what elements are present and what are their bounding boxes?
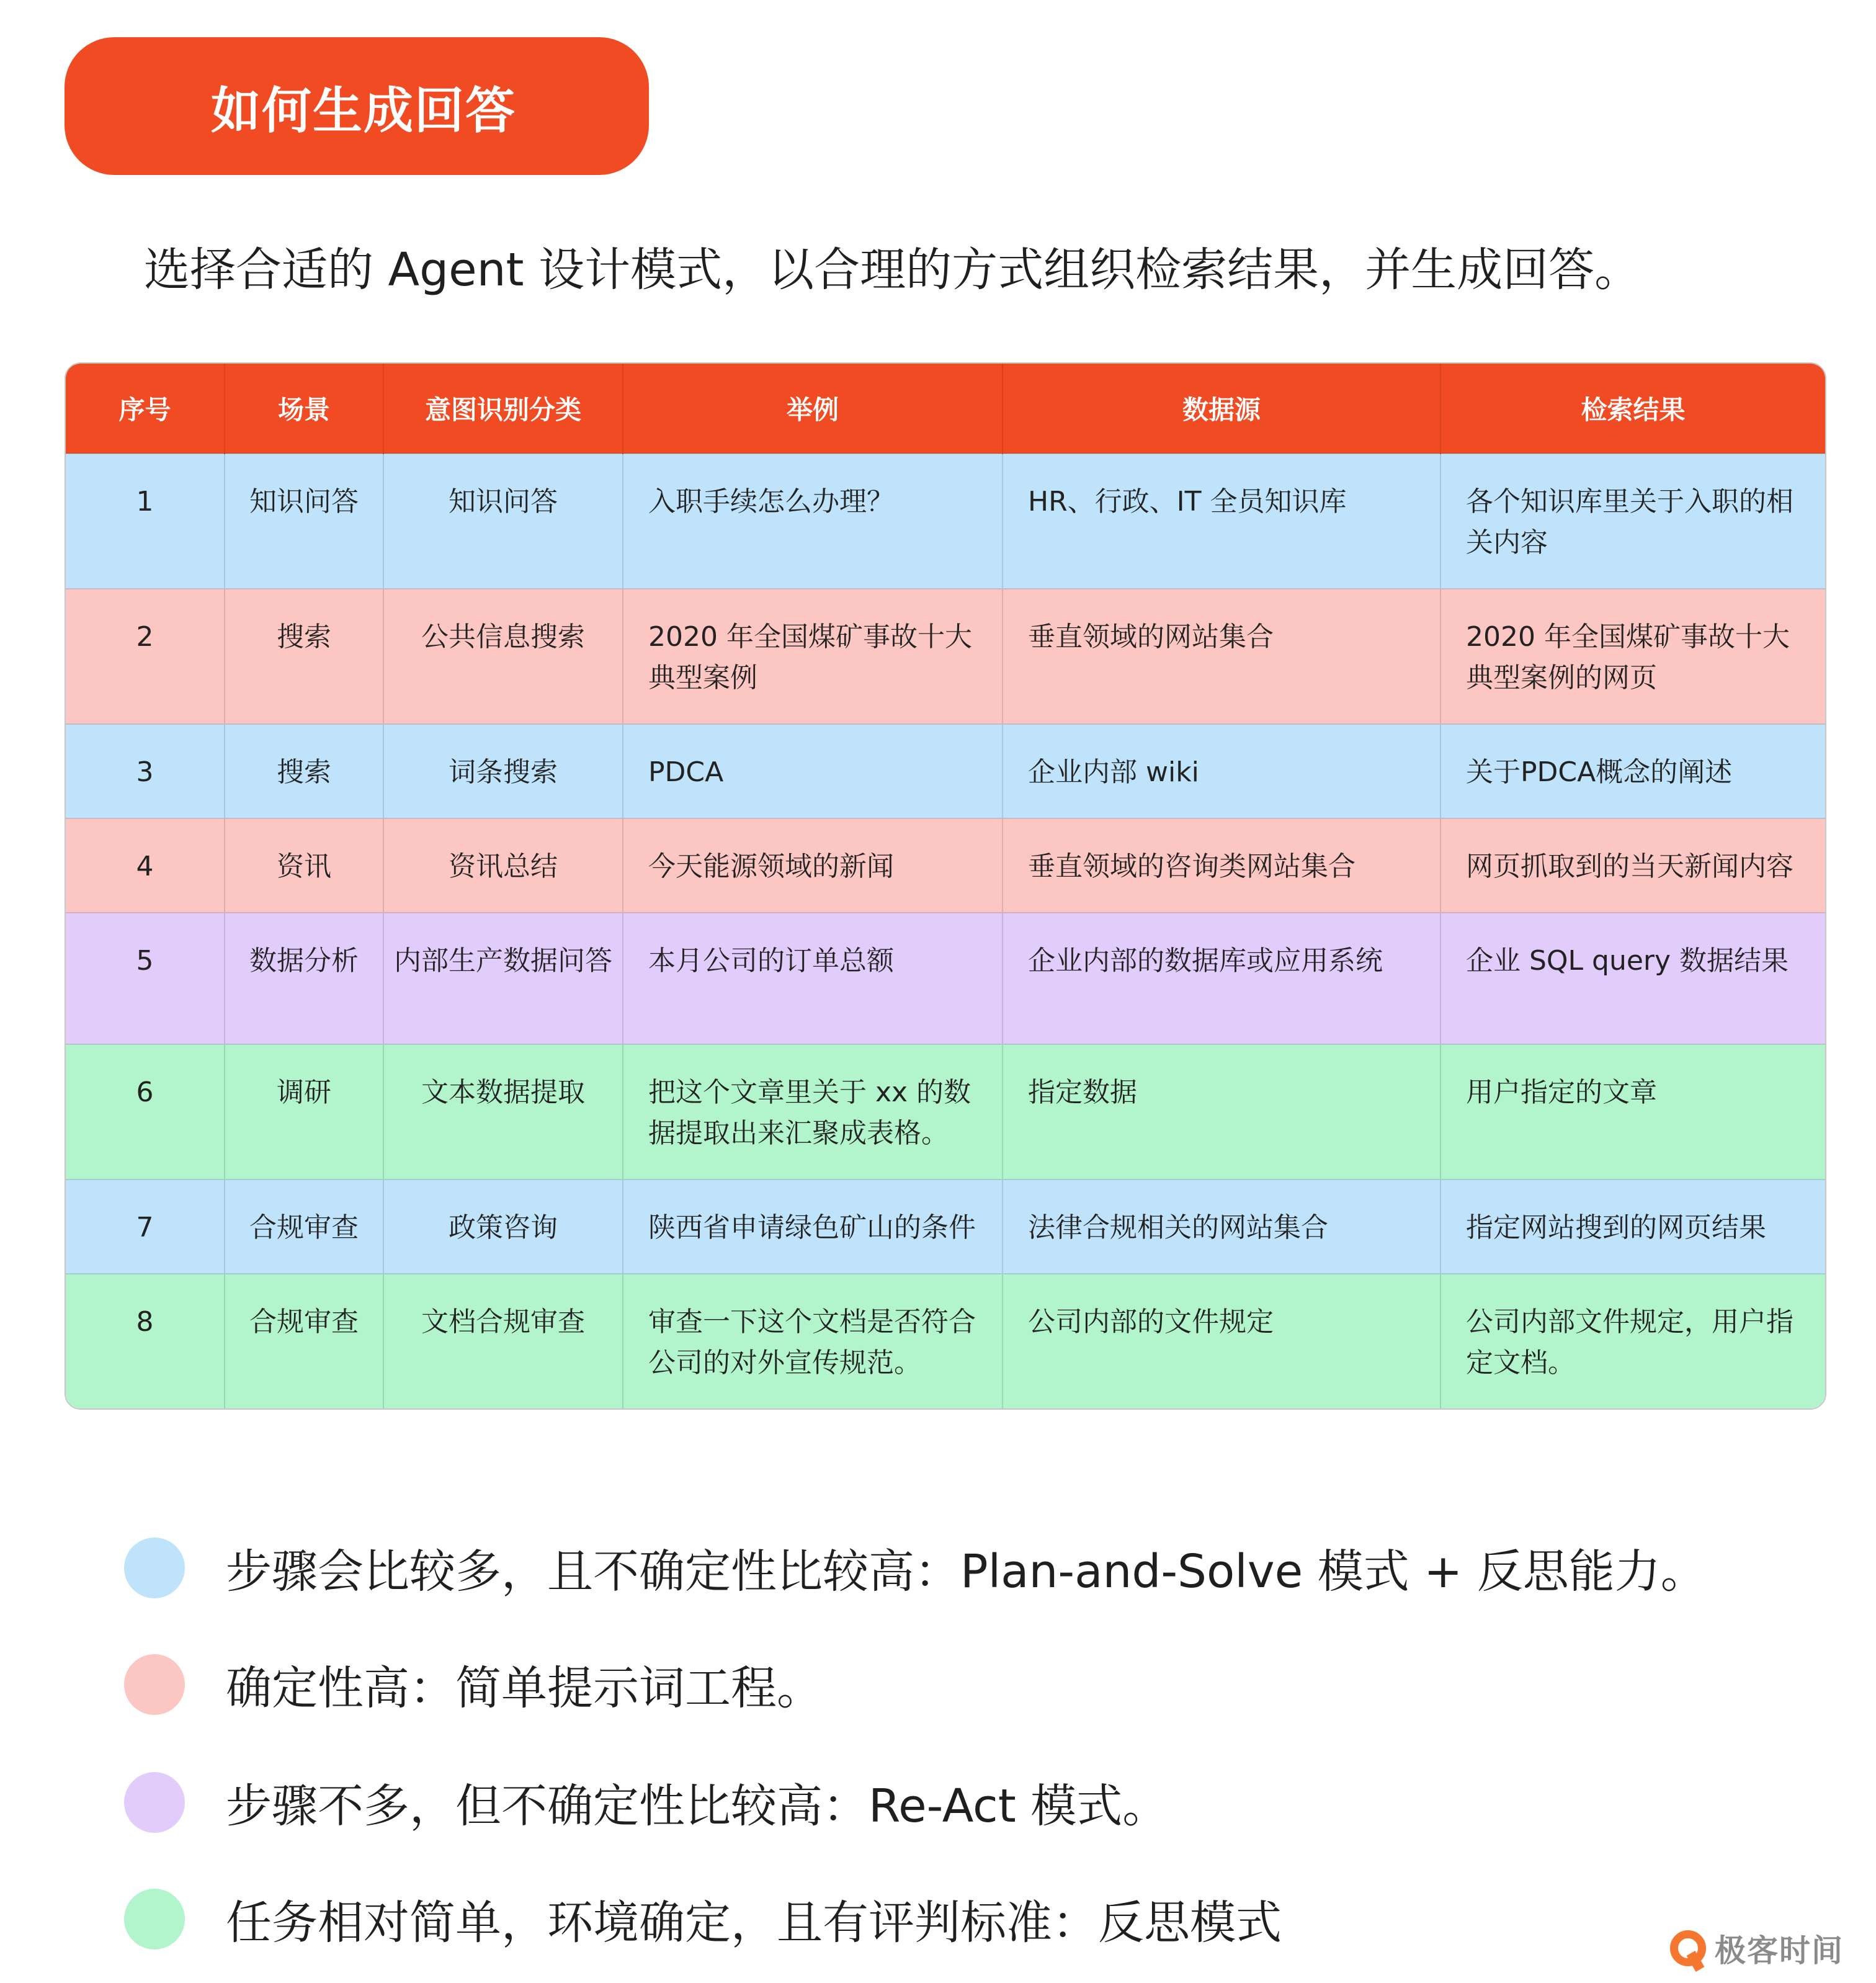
cell-example: PDCA	[623, 724, 1003, 818]
cell-no: 8	[66, 1274, 225, 1408]
cell-no: 4	[66, 818, 225, 913]
header-source: 数据源	[1003, 364, 1440, 454]
legend-text: 步骤不多，但不确定性比较高：Re-Act 模式。	[226, 1779, 1169, 1833]
cell-result: 各个知识库里关于入职的相关内容	[1440, 454, 1825, 589]
table-row	[66, 724, 1825, 818]
cell-result: 关于PDCA概念的阐述	[1440, 724, 1825, 818]
cell-result: 用户指定的文章	[1440, 1044, 1825, 1180]
cell-scene: 合规审查	[225, 1180, 383, 1274]
brand-name: 极客时间	[1715, 1933, 1844, 1969]
legend-dot-blue	[124, 1538, 185, 1598]
legend-text: 任务相对简单，环境确定，且有评判标准：反思模式	[226, 1896, 1282, 1949]
page-subtitle: 选择合适的 Agent 设计模式，以合理的方式组织检索结果，并生成回答。	[144, 243, 1641, 297]
header-no: 序号	[66, 364, 225, 454]
legend-item-purple	[124, 1770, 1168, 1835]
legend-item-pink	[124, 1652, 823, 1717]
table-row	[66, 1044, 1825, 1180]
title-banner	[65, 37, 649, 175]
cell-source: 垂直领域的咨询类网站集合	[1003, 818, 1440, 913]
cell-no: 7	[66, 1180, 225, 1274]
cell-source: 指定数据	[1003, 1044, 1440, 1180]
cell-result: 指定网站搜到的网页结果	[1440, 1180, 1825, 1274]
legend-text: 步骤会比较多，且不确定性比较高：Plan-and-Solve 模式 + 反思能力。	[226, 1545, 1707, 1598]
cell-source: 企业内部的数据库或应用系统	[1003, 913, 1440, 1044]
table-row	[66, 454, 1825, 589]
cell-scene: 合规审查	[225, 1274, 383, 1408]
brand-icon	[1670, 1930, 1706, 1966]
cell-scene: 资讯	[225, 818, 383, 913]
cell-source: 法律合规相关的网站集合	[1003, 1180, 1440, 1274]
cell-intent: 资讯总结	[383, 818, 623, 913]
cell-scene: 数据分析	[225, 913, 383, 1044]
legend-item-blue	[124, 1535, 1707, 1601]
table-header-row	[66, 364, 1825, 454]
cell-example: 审查一下这个文档是否符合公司的对外宣传规范。	[623, 1274, 1003, 1408]
cell-result: 公司内部文件规定，用户指定文档。	[1440, 1274, 1825, 1408]
table-row	[66, 913, 1825, 1044]
cell-no: 6	[66, 1044, 225, 1180]
scenario-table	[65, 362, 1826, 1410]
header-example: 举例	[623, 364, 1003, 454]
table-row	[66, 1180, 1825, 1274]
legend-text: 确定性高：简单提示词工程。	[226, 1662, 823, 1715]
cell-source: 公司内部的文件规定	[1003, 1274, 1440, 1408]
cell-intent: 内部生产数据问答	[383, 913, 623, 1044]
table-row	[66, 589, 1825, 724]
cell-example: 把这个文章里关于 xx 的数据提取出来汇聚成表格。	[623, 1044, 1003, 1180]
cell-example: 今天能源领域的新闻	[623, 818, 1003, 913]
legend-item-green	[124, 1886, 1282, 1952]
cell-scene: 调研	[225, 1044, 383, 1180]
cell-result: 网页抓取到的当天新闻内容	[1440, 818, 1825, 913]
legend-dot-green	[124, 1889, 185, 1949]
cell-scene: 搜索	[225, 589, 383, 724]
cell-result: 2020 年全国煤矿事故十大典型案例的网页	[1440, 589, 1825, 724]
cell-intent: 词条搜索	[383, 724, 623, 818]
legend-dot-pink	[124, 1654, 185, 1715]
cell-intent: 公共信息搜索	[383, 589, 623, 724]
cell-source: 企业内部 wiki	[1003, 724, 1440, 818]
cell-source: HR、行政、IT 全员知识库	[1003, 454, 1440, 589]
cell-scene: 知识问答	[225, 454, 383, 589]
cell-no: 5	[66, 913, 225, 1044]
table-row	[66, 818, 1825, 913]
cell-no: 1	[66, 454, 225, 589]
cell-intent: 政策咨询	[383, 1180, 623, 1274]
cell-example: 入职手续怎么办理？	[623, 454, 1003, 589]
cell-example: 本月公司的订单总额	[623, 913, 1003, 1044]
cell-intent: 知识问答	[383, 454, 623, 589]
cell-scene: 搜索	[225, 724, 383, 818]
cell-result: 企业 SQL query 数据结果	[1440, 913, 1825, 1044]
cell-intent: 文档合规审查	[383, 1274, 623, 1408]
table-row	[66, 1274, 1825, 1408]
cell-example: 陕西省申请绿色矿山的条件	[623, 1180, 1003, 1274]
legend-dot-purple	[124, 1772, 185, 1833]
cell-source: 垂直领域的网站集合	[1003, 589, 1440, 724]
header-intent: 意图识别分类	[383, 364, 623, 454]
header-scene: 场景	[225, 364, 383, 454]
cell-no: 3	[66, 724, 225, 818]
cell-no: 2	[66, 589, 225, 724]
brand-logo	[1670, 1926, 1844, 1971]
cell-intent: 文本数据提取	[383, 1044, 623, 1180]
header-result: 检索结果	[1440, 364, 1825, 454]
page-title: 如何生成回答	[211, 81, 516, 140]
cell-example: 2020 年全国煤矿事故十大典型案例	[623, 589, 1003, 724]
